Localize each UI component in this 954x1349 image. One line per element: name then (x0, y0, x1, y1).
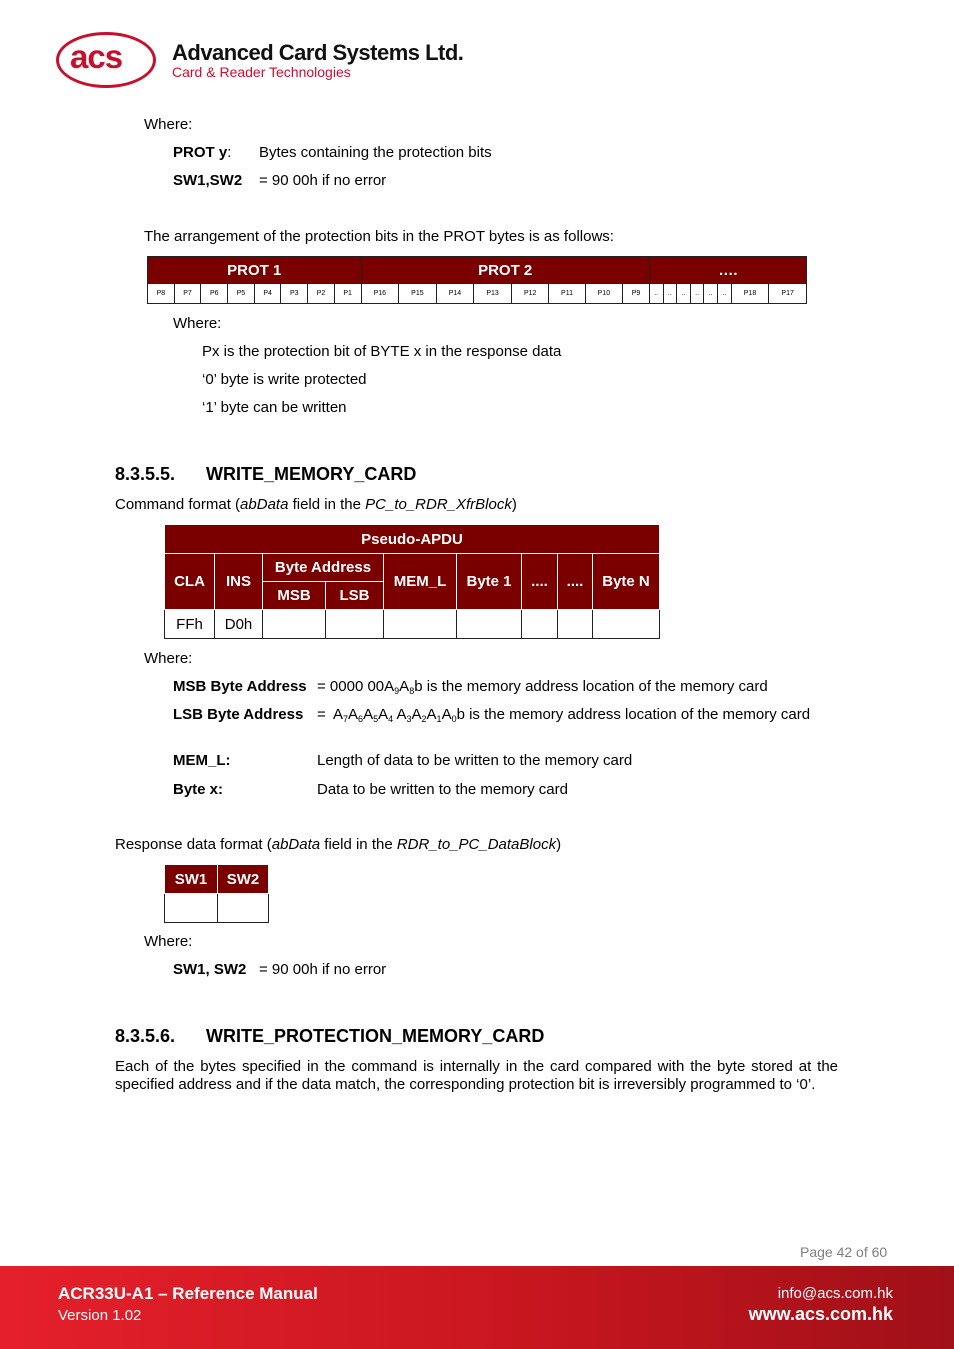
prot-bit-cell: P13 (474, 284, 512, 304)
prot-bit-cell: P14 (436, 284, 474, 304)
prot-bit-cell: P7 (174, 284, 201, 304)
prot-more-header: …. (649, 257, 806, 284)
cell-empty (218, 894, 269, 923)
protection-bits-table (147, 256, 807, 304)
footer-website: www.acs.com.hk (748, 1304, 893, 1324)
doc-title: ACR33U-A1 – Reference Manual (58, 1284, 318, 1303)
mem-l-label: MEM_L: (173, 752, 231, 769)
footer-band (0, 1266, 954, 1349)
col-sw1: SW1 (165, 865, 218, 894)
prot-bit-cell: P11 (549, 284, 585, 304)
table-row (165, 610, 660, 639)
msb-desc: = 0000 $00A_9A_8b$ is the memory address location of the memory card (317, 678, 768, 696)
cell-ins-value: D0h (215, 610, 263, 639)
cell-empty (457, 610, 522, 639)
prot-bit-cell: .. (690, 284, 704, 304)
prot-bit-cell: P3 (281, 284, 308, 304)
section-number: 8.3.5.5. (115, 464, 176, 484)
col-ins: INS (215, 554, 263, 610)
sw-desc: = 90 00h if no error (259, 961, 387, 978)
prot-bit-cell: .. (718, 284, 732, 304)
sw-label: SW1, SW2 (173, 961, 247, 978)
prot-bit-cell: P8 (148, 284, 175, 304)
response-table (164, 864, 269, 923)
lsb-desc: $A_7A_6A_5A_4$ $A_3A_2A_1A_0b$ is the memory address location of the memory card (333, 706, 811, 724)
company-tagline: Card & Reader Technologies (172, 64, 351, 80)
where-label: Where: (173, 315, 222, 332)
where-label: Where: (144, 650, 193, 667)
col-sw2: SW2 (218, 865, 269, 894)
prot-bit-cell: P10 (585, 284, 623, 304)
prot-desc: Bytes containing the protection bits (259, 144, 492, 161)
logo-text: acs (70, 38, 123, 75)
col-dots: .... (558, 554, 593, 610)
prot-bit-cell: P12 (511, 284, 549, 304)
cell-empty (558, 610, 593, 639)
prot-bit-cell: P1 (334, 284, 361, 304)
cell-empty (384, 610, 457, 639)
section-number: 8.3.5.6. (115, 1026, 176, 1046)
prot-bit-cell: P5 (228, 284, 255, 304)
table-row (165, 894, 269, 923)
prot-bit-cell: .. (649, 284, 663, 304)
cell-empty (522, 610, 558, 639)
cell-cla-value: FFh (165, 610, 215, 639)
byte-x-label: Byte x: (173, 781, 224, 798)
prot-bit-cell: P18 (731, 284, 769, 304)
arrangement-text: The arrangement of the protection bits in the PROT bytes is as follows: (144, 228, 614, 245)
col-byte-n: Byte N (593, 554, 660, 610)
one-desc: ‘1’ byte can be written (202, 399, 347, 416)
prot-bit-cell: P17 (769, 284, 807, 304)
cell-empty (165, 894, 218, 923)
zero-desc: ‘0’ byte is write protected (202, 371, 367, 388)
col-byte-address: Byte Address (263, 554, 384, 582)
prot-label: PROT y: (173, 144, 232, 161)
prot1-header: PROT 1 (148, 257, 362, 284)
col-byte1: Byte 1 (457, 554, 522, 610)
prot-bit-cell: P4 (254, 284, 281, 304)
company-name: Advanced Card Systems Ltd. (172, 40, 464, 65)
pseudo-apdu-table (164, 524, 660, 639)
byte-x-desc: Data to be written to the memory card (317, 781, 568, 798)
page-number: Page 42 of 60 (800, 1244, 888, 1260)
prot-bit-cell: .. (663, 284, 677, 304)
col-cla: CLA (165, 554, 215, 610)
where-label: Where: (144, 116, 193, 133)
section-body: Each of the bytes specified in the command is internally in the card compared with the byte stored at the specified address and if the data match, the corresponding protection bit is irreversibly programmed to ‘0’. (115, 1058, 838, 1093)
prot-bit-cell: P9 (623, 284, 650, 304)
cell-empty (593, 610, 660, 639)
prot-bit-cell: .. (704, 284, 718, 304)
where-label: Where: (144, 933, 193, 950)
prot-bit-cell: .. (677, 284, 691, 304)
prot-bits-row (148, 284, 807, 304)
msb-label: MSB Byte Address (173, 678, 307, 695)
px-desc: Px is the protection bit of BYTE x in the response data (202, 343, 562, 360)
response-format-text: Response data format (abData field in the RDR_to_PC_DataBlock) (115, 836, 562, 853)
col-mem-l: MEM_L (384, 554, 457, 610)
mem-l-desc: Length of data to be written to the memory card (317, 752, 633, 769)
col-lsb: LSB (326, 582, 384, 610)
prot-bit-cell: P15 (399, 284, 437, 304)
prot-bit-cell: P16 (361, 284, 399, 304)
prot2-header: PROT 2 (361, 257, 649, 284)
lsb-desc-equals: = (317, 706, 326, 723)
sw-label: SW1,SW2 (173, 172, 243, 189)
cell-empty (263, 610, 326, 639)
cell-empty (326, 610, 384, 639)
prot-bit-cell: P2 (308, 284, 335, 304)
section-title: WRITE_PROTECTION_MEMORY_CARD (206, 1026, 545, 1046)
doc-version: Version 1.02 (58, 1307, 142, 1324)
lsb-label: LSB Byte Address (173, 706, 304, 723)
col-dots: .... (522, 554, 558, 610)
command-format-text: Command format (abData field in the PC_to_RDR_XfrBlock) (115, 496, 517, 513)
apdu-title: Pseudo-APDU (165, 525, 660, 554)
footer-email: info@acs.com.hk (777, 1285, 893, 1302)
prot-bit-cell: P6 (201, 284, 228, 304)
sw-desc: = 90 00h if no error (259, 172, 387, 189)
col-msb: MSB (263, 582, 326, 610)
section-title: WRITE_MEMORY_CARD (206, 464, 417, 484)
